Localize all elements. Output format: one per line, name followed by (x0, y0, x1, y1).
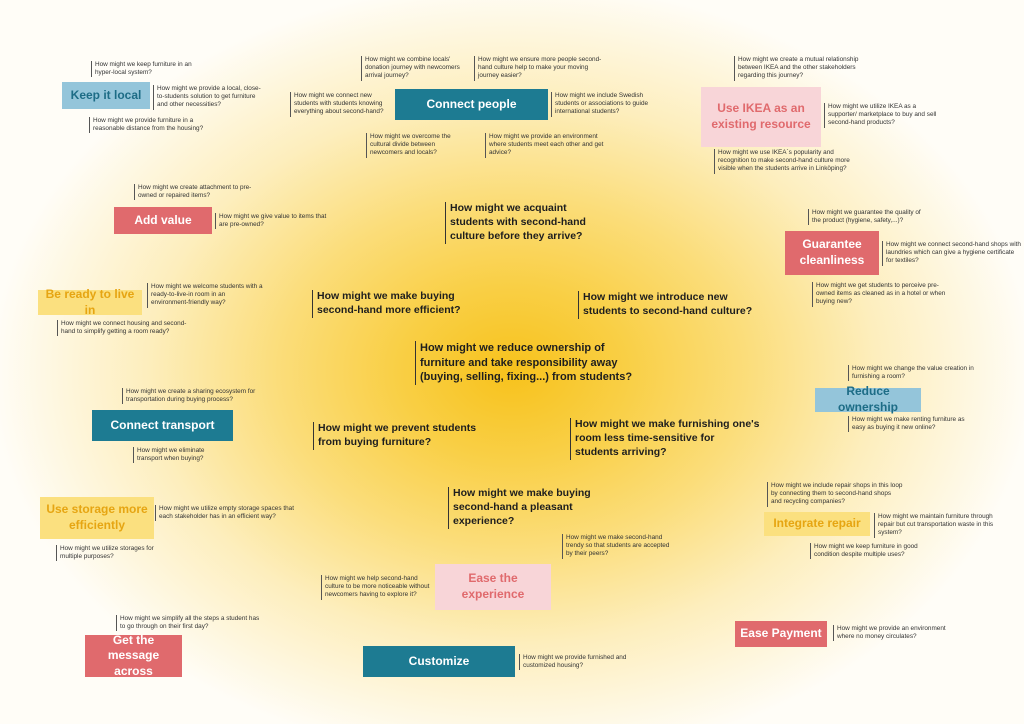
question-introduce: How might we introduce new students to second-hand culture? (578, 291, 763, 319)
theme-use-ikea: Use IKEA as an existing resource (701, 87, 821, 147)
question-central: How might we reduce ownership of furniture and take responsibility away (buying, selling, fixing...) from students? (415, 341, 642, 385)
note-experience-2: How might we help second-hand culture to be more noticeable without newcomers having to explore it? (321, 575, 431, 600)
note-ikea-1: How might we create a mutual relationship between IKEA and the other stakeholders regarding this journey? (734, 56, 874, 81)
theme-reduce-ownership: Reduce ownership (815, 388, 921, 412)
note-ready-1: How might we welcome students with a ready-to-live-in room in an environment-friendly way? (147, 283, 263, 308)
note-ready-2: How might we connect housing and second-hand to simplify getting a room ready? (57, 320, 189, 336)
note-repair-1: How might we include repair shops in this loop by connecting them to second-hand shops and recycling companies? (767, 482, 903, 507)
theme-be-ready-to-live-in: Be ready to live in (38, 290, 142, 315)
note-connect-people-4: How might we include Swedish students or associations to guide international students? (551, 92, 665, 117)
note-add-value-1: How might we create attachment to pre-owned or repaired items? (134, 184, 256, 200)
note-connect-people-5: How might we overcome the cultural divide between newcomers and locals? (366, 133, 466, 158)
note-keep-local-3: How might we provide furniture in a reasonable distance from the housing? (89, 117, 221, 133)
note-customize-1: How might we provide furnished and customized housing? (519, 654, 647, 670)
theme-add-value: Add value (114, 207, 212, 234)
note-connect-people-6: How might we provide an environment where students meet each other and get advice? (485, 133, 611, 158)
theme-use-storage: Use storage more efficiently (40, 497, 154, 539)
note-cleanliness-1: How might we guarantee the quality of the product (hygiene, safety,...)? (808, 209, 930, 225)
theme-keep-it-local: Keep it local (62, 82, 150, 109)
theme-connect-people: Connect people (395, 89, 548, 120)
theme-connect-transport: Connect transport (92, 410, 233, 441)
note-storage-2: How might we utilize storages for multiple purposes? (56, 545, 160, 561)
theme-ease-the-experience: Ease the experience (435, 564, 551, 610)
note-transport-2: How might we eliminate transport when buying? (133, 447, 223, 463)
note-ikea-2: How might we utilize IKEA as a supporter/ marketplace to buy and sell second-hand products? (824, 103, 938, 128)
note-message-1: How might we simplify all the steps a student has to go through on their first day? (116, 615, 260, 631)
theme-ease-payment: Ease Payment (735, 621, 827, 647)
theme-integrate-repair: Integrate repair (764, 512, 870, 536)
note-repair-3: How might we keep furniture in good condition despite multiple uses? (810, 543, 930, 559)
note-experience-1: How might we make second-hand trendy so that students are accepted by their peers? (562, 534, 676, 559)
question-pleasant: How might we make buying second-hand a pleasant experience? (448, 487, 603, 529)
note-transport-1: How might we create a sharing ecosystem for transportation during buying process? (122, 388, 258, 404)
note-cleanliness-2: How might we connect second-hand shops with laundries which can give a hygiene certificate for textiles? (882, 241, 1022, 266)
question-acquaint: How might we acquaint students with second-hand culture before they arrive? (445, 202, 610, 244)
note-cleanliness-3: How might we get students to perceive pre-owned items as cleaned as in a hotel or when buying new? (812, 282, 956, 307)
note-add-value-2: How might we give value to items that are pre-owned? (215, 213, 327, 229)
note-ikea-3: How might we use IKEA`s popularity and recognition to make second-hand culture more visible when the students arrive in Linköping? (714, 149, 866, 174)
note-connect-people-1: How might we combine locals' donation journey with newcomers arrival journey? (361, 56, 473, 81)
note-keep-local-2: How might we provide a local, close-to-students solution to get furniture and other necessities? (153, 85, 265, 110)
question-time-sensitive: How might we make furnishing one's room less time-sensitive for students arriving? (570, 418, 760, 460)
note-reduce-ownership-1: How might we change the value creation in furnishing a room? (848, 365, 978, 381)
note-storage-1: How might we utilize empty storage spaces that each stakeholder has in an efficient way? (155, 505, 299, 521)
note-repair-2: How might we maintain furniture through repair but cut transportation waste in this system? (874, 513, 998, 538)
theme-guarantee-cleanliness: Guarantee cleanliness (785, 231, 879, 275)
note-payment-1: How might we provide an environment where no money circulates? (833, 625, 961, 641)
theme-customize: Customize (363, 646, 515, 677)
theme-get-the-message-across: Get the message across (85, 635, 182, 677)
note-keep-local-1: How might we keep furniture in an hyper-local system? (91, 61, 207, 77)
question-buying-efficient: How might we make buying second-hand more efficient? (312, 290, 477, 318)
note-connect-people-2: How might we ensure more people second-hand culture help to make your moving journey easier? (474, 56, 606, 81)
note-connect-people-3: How might we connect new students with students knowing everything about second-hand? (290, 92, 396, 117)
question-prevent: How might we prevent students from buying furniture? (313, 422, 488, 450)
note-reduce-ownership-2: How might we make renting furniture as easy as buying it new online? (848, 416, 972, 432)
